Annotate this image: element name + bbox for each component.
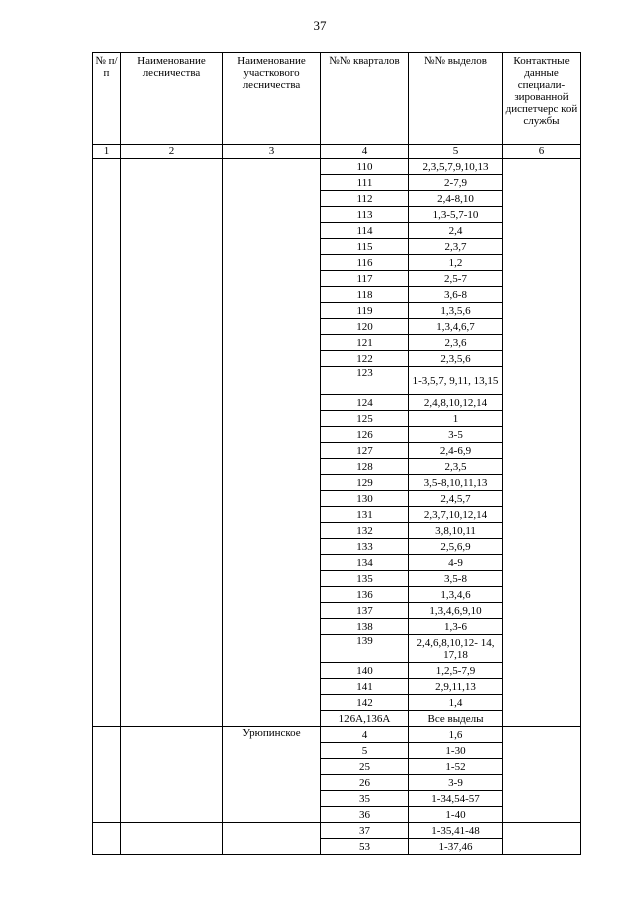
quarter-number: 133 (321, 539, 409, 555)
column-number: 3 (223, 145, 321, 159)
compartment-numbers: 2,4,5,7 (409, 491, 503, 507)
district-forestry-cell (223, 823, 321, 855)
quarter-number: 5 (321, 743, 409, 759)
compartment-numbers: 3,5-8,10,11,13 (409, 475, 503, 491)
compartment-numbers: 2,5-7 (409, 271, 503, 287)
compartment-numbers: 2,5,6,9 (409, 539, 503, 555)
quarter-number: 121 (321, 335, 409, 351)
quarter-number: 122 (321, 351, 409, 367)
table-header-row (93, 53, 581, 145)
compartment-numbers: 3-9 (409, 775, 503, 791)
column-number: 6 (503, 145, 581, 159)
quarter-number: 53 (321, 839, 409, 855)
forestry-cell (121, 159, 223, 727)
compartment-numbers: 2,3,5 (409, 459, 503, 475)
index-cell (93, 823, 121, 855)
column-number: 5 (409, 145, 503, 159)
quarter-number: 140 (321, 663, 409, 679)
header-forestry: Наименование лесничества (121, 53, 223, 145)
compartment-numbers: 2,3,5,6 (409, 351, 503, 367)
quarter-number: 124 (321, 395, 409, 411)
forestry-cell (121, 823, 223, 855)
compartment-numbers: 1-52 (409, 759, 503, 775)
quarter-number: 129 (321, 475, 409, 491)
contact-cell (503, 823, 581, 855)
compartment-numbers: 1,3,5,6 (409, 303, 503, 319)
group-uryupinskoe (93, 727, 581, 823)
index-cell (93, 159, 121, 727)
quarter-number: 131 (321, 507, 409, 523)
group-continuation (93, 823, 581, 855)
compartment-numbers: 1,3-6 (409, 619, 503, 635)
compartment-numbers: 3-5 (409, 427, 503, 443)
quarter-number: 123 (321, 367, 409, 395)
compartment-numbers: 1,3-5,7-10 (409, 207, 503, 223)
quarter-number: 141 (321, 679, 409, 695)
quarter-number: 115 (321, 239, 409, 255)
quarter-number: 118 (321, 287, 409, 303)
page-number: 37 (313, 18, 327, 33)
quarter-number: 110 (321, 159, 409, 175)
quarter-number: 136 (321, 587, 409, 603)
quarter-number: 137 (321, 603, 409, 619)
quarter-number: 139 (321, 635, 409, 663)
compartment-numbers: 1-37,46 (409, 839, 503, 855)
quarter-number: 25 (321, 759, 409, 775)
quarter-number: 116 (321, 255, 409, 271)
quarter-number: 4 (321, 727, 409, 743)
column-number: 1 (93, 145, 121, 159)
quarter-number: 35 (321, 791, 409, 807)
compartment-numbers: 1-3,5,7, 9,11, 13,15 (409, 367, 503, 395)
table-row (93, 727, 581, 743)
index-cell (93, 727, 121, 823)
quarter-number: 126А,136А (321, 711, 409, 727)
quarter-number: 135 (321, 571, 409, 587)
quarter-number: 126 (321, 427, 409, 443)
district-forestry-cell (223, 159, 321, 727)
quarter-number: 113 (321, 207, 409, 223)
column-number: 2 (121, 145, 223, 159)
header-quarters: №№ кварталов (321, 53, 409, 145)
table-row (93, 823, 581, 839)
compartment-numbers: 1,2,5-7,9 (409, 663, 503, 679)
compartment-numbers: 2,3,6 (409, 335, 503, 351)
compartment-numbers: 2,9,11,13 (409, 679, 503, 695)
contact-cell (503, 159, 581, 727)
quarter-number: 119 (321, 303, 409, 319)
quarter-number: 125 (321, 411, 409, 427)
compartment-numbers: 2,4 (409, 223, 503, 239)
quarter-number: 138 (321, 619, 409, 635)
compartment-numbers: 3,8,10,11 (409, 523, 503, 539)
header-index: № п/п (93, 53, 121, 145)
quarter-number: 114 (321, 223, 409, 239)
quarter-number: 111 (321, 175, 409, 191)
compartment-numbers: 2,3,5,7,9,10,13 (409, 159, 503, 175)
header-compartments: №№ выделов (409, 53, 503, 145)
compartment-numbers: Все выделы (409, 711, 503, 727)
quarter-number: 128 (321, 459, 409, 475)
quarter-number: 127 (321, 443, 409, 459)
quarter-number: 37 (321, 823, 409, 839)
compartment-numbers: 1,3,4,6,7 (409, 319, 503, 335)
quarter-number: 130 (321, 491, 409, 507)
compartment-numbers: 3,6-8 (409, 287, 503, 303)
column-number-row (93, 145, 581, 159)
forestry-cell (121, 727, 223, 823)
compartment-numbers: 1,3,4,6,9,10 (409, 603, 503, 619)
quarter-number: 36 (321, 807, 409, 823)
compartment-numbers: 2,4,6,8,10,12- 14, 17,18 (409, 635, 503, 663)
contact-cell (503, 727, 581, 823)
compartment-numbers: 2,4-6,9 (409, 443, 503, 459)
quarter-number: 112 (321, 191, 409, 207)
header-dispatch-contacts: Контактные данные специали-зированной диспетчерс кой службы (503, 53, 581, 145)
compartment-numbers: 2,4-8,10 (409, 191, 503, 207)
compartment-numbers: 1,4 (409, 695, 503, 711)
group-unnamed-district (93, 159, 581, 727)
compartment-numbers: 2,3,7,10,12,14 (409, 507, 503, 523)
compartment-numbers: 1 (409, 411, 503, 427)
compartment-numbers: 4-9 (409, 555, 503, 571)
table-row (93, 159, 581, 175)
compartment-numbers: 1-34,54-57 (409, 791, 503, 807)
quarter-number: 26 (321, 775, 409, 791)
quarter-number: 117 (321, 271, 409, 287)
quarter-number: 132 (321, 523, 409, 539)
compartment-numbers: 3,5-8 (409, 571, 503, 587)
quarter-number: 120 (321, 319, 409, 335)
header-district-forestry: Наименование участкового лесничества (223, 53, 321, 145)
forest-quarters-table (92, 52, 581, 855)
district-forestry-cell: Урюпинское (223, 727, 321, 823)
quarter-number: 134 (321, 555, 409, 571)
column-number: 4 (321, 145, 409, 159)
quarter-number: 142 (321, 695, 409, 711)
compartment-numbers: 1-35,41-48 (409, 823, 503, 839)
compartment-numbers: 1-40 (409, 807, 503, 823)
compartment-numbers: 1-30 (409, 743, 503, 759)
compartment-numbers: 2,4,8,10,12,14 (409, 395, 503, 411)
compartment-numbers: 1,2 (409, 255, 503, 271)
compartment-numbers: 2-7,9 (409, 175, 503, 191)
compartment-numbers: 1,6 (409, 727, 503, 743)
compartment-numbers: 2,3,7 (409, 239, 503, 255)
compartment-numbers: 1,3,4,6 (409, 587, 503, 603)
